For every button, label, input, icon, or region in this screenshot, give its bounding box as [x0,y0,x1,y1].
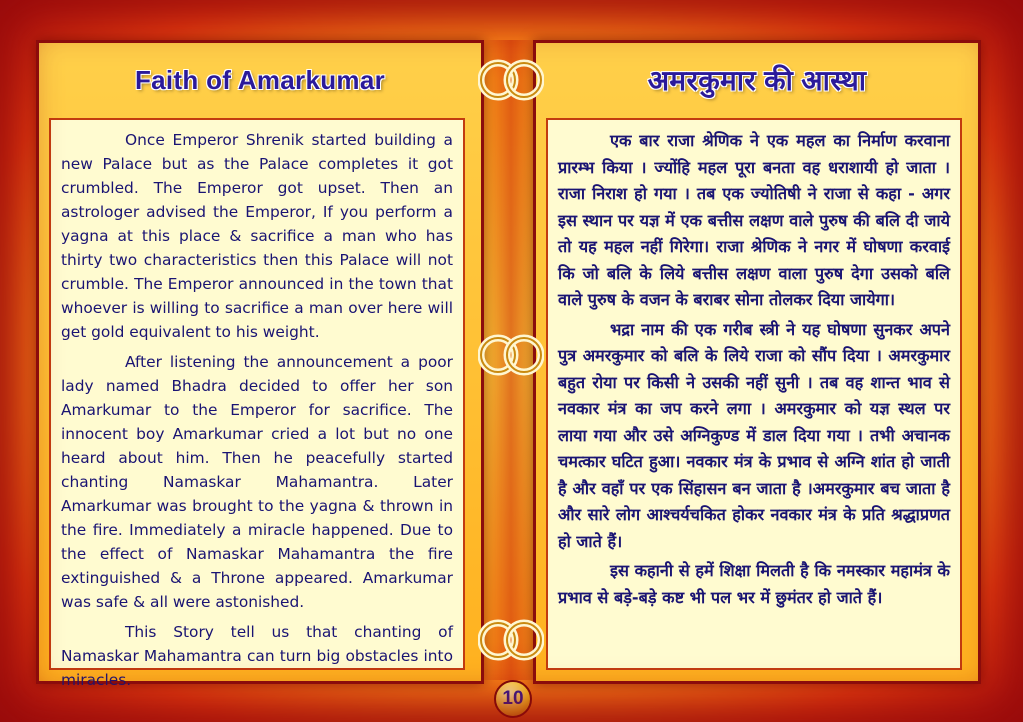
right-paragraph-3: इस कहानी से हमें शिक्षा मिलती है कि नमस्कार महामंत्र के प्रभाव से बड़े-बड़े कष्ट भी पल भर में छुमंतर हो जाते हैं। [558,561,950,607]
left-page [36,40,484,689]
right-page [533,40,981,684]
left-paragraph-1: Once Emperor Shrenik started building a new Palace but as the Palace completes it got crumbled. The Emperor got upset. Then an astrologer advised the Emperor, If you perform a yagna at this place & sacrifice a man who has thirty two characteristics then this Palace will not crumble. The Emperor announced in the town that whoever is willing to sacrifice a man over here will get gold equivalent to his weight. [61,131,453,341]
middle-binding-rings-icon [478,315,544,395]
left-paragraph-2: After listening the announcement a poor lady named Bhadra decided to offer her son Amarkumar to the Emperor for sacrifice. The innocent boy Amarkumar cried a lot but no one heard about him. Then he peacefully started chanting Namaskar Mahamantra. Later Amarkumar was brought to the yagna & thrown in the fire. Immediately a miracle happened. Due to the effect of Namaskar Mahamantra the fire extinguished & a Throne appeared. Amarkumar was safe & all were astonished. [61,353,453,611]
bottom-binding-rings-icon [478,600,544,680]
right-title-band [536,55,978,105]
left-text-box [49,118,465,689]
right-page-title: अमरकुमार की आस्था [647,65,867,96]
page-number: 10 [494,680,532,718]
right-text-box [546,118,962,670]
right-paragraph-2: भद्रा नाम की एक गरीब स्त्री ने यह घोषणा सुनकर अपने पुत्र अमरकुमार को बलि के लिये राजा को सौंप दिया । अमरकुमार बहुत रोया पर किसी ने उसकी नहीं सुनी । तब वह शान्त भाव से नवकार मंत्र का जप करने लगा । अमरकुमार को यज्ञ स्थल पर लाया गया और उसे अग्निकुण्ड में डाल दिया गया । तभी अचानक चमत्कार घटित हुआ। नवकार मंत्र के प्रभाव से अग्नि शांत हो जाती है और वहाँ पर एक सिंहासन बन जाता है ।अमरकुमार बच जाता है और सारे लोग आश्चर्यचकित होकर नवकार मंत्र के प्रति श्रद्धाप्रणत हो जाते हैं। [558,319,950,551]
left-title-band [39,55,481,105]
left-page-title: Faith of Amarkumar [134,64,386,95]
left-paragraph-3: This Story tell us that chanting of Namaskar Mahamantra can turn big obstacles into miracles. [61,623,453,689]
top-binding-rings-icon [478,40,544,120]
right-paragraph-1: एक बार राजा श्रेणिक ने एक महल का निर्माण करवाना प्रारम्भ किया । ज्योंहि महल पूरा बनता वह धराशायी हो जाता । राजा निराश हो गया । तब एक ज्योतिषी ने राजा से कहा - अगर इस स्थान पर यज्ञ में एक बत्तीस लक्षण वाले पुरुष की बलि दी जाये तो यह महल नहीं गिरेगा। राजा श्रेणिक ने नगर में घोषणा करवाई कि जो बलि के लिये बत्तीस लक्षण वाला पुरुष देगा उसको बलि वाले पुरुष के वजन के बराबर सोना तोलकर दिया जायेगा। [558,131,950,309]
